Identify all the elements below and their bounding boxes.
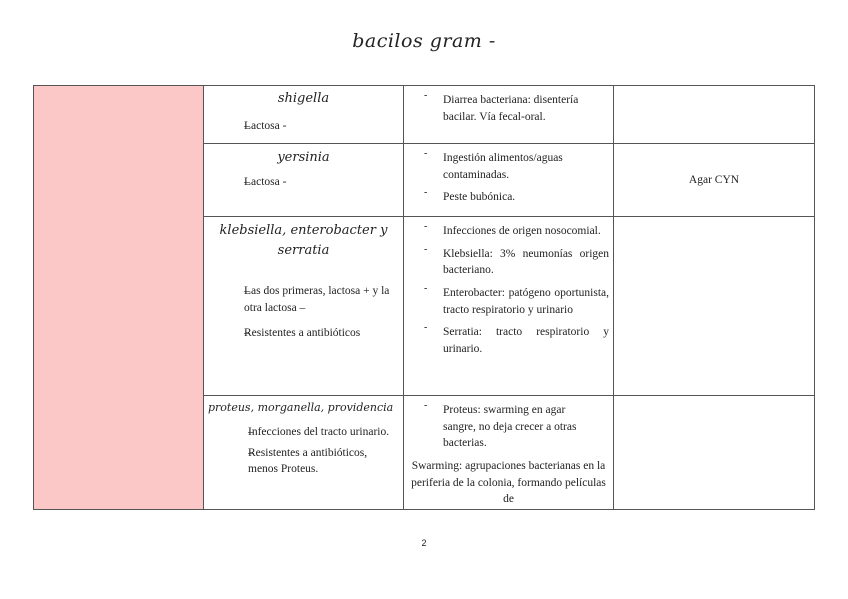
list-item: – Lactosa - [244,174,403,191]
culture-cell [614,396,815,510]
culture-medium: Agar CYN [688,174,740,186]
table-row [34,86,815,144]
notes-list [443,92,607,125]
list-item: – Las dos primeras, lactosa + y la otra lactosa – [244,283,393,316]
notes-cell [404,86,614,144]
highlight-cell [34,86,204,510]
notes-list [443,223,609,358]
list-item: – Resistentes a antibióticos [244,325,393,342]
organism-name: proteus, morganella, providencia [208,401,394,414]
notes-cell [404,217,614,396]
list-item: - Proteus: swarming en agar sangre, no deja crecer a otras bacterias. [443,402,597,452]
list-item: - Klebsiella: 3% neumonías origen bacteriano. [443,246,609,279]
notes-cell [404,144,614,217]
page-number: 2 [421,538,427,548]
list-item: - Peste bubónica. [443,189,607,206]
list-item: - Diarrea bacteriana: disentería bacilar. Vía fecal-oral. [443,92,607,125]
trait-list [204,118,403,135]
organism-name: klebsiella, enterobacter y serratia [219,223,388,259]
culture-cell [614,144,815,217]
notes-list [443,150,607,206]
organism-name: shigella [277,91,330,106]
notes-cell [404,396,614,510]
list-item: – Infecciones del tracto urinario. [248,424,393,441]
organism-cell [204,396,404,510]
bacteria-table [33,85,815,510]
organism-cell [204,86,404,144]
culture-cell [614,217,815,396]
trait-list [204,424,403,478]
swarming-definition: Swarming: agrupaciones bacterianas en la periferia de la colonia, formando películas de [411,460,606,506]
list-item: - Enterobacter: patógeno oportunista, tracto respiratorio y urinario [443,285,609,318]
organism-name: yersinia [277,150,330,165]
organism-cell [204,144,404,217]
trait-list [204,174,403,191]
list-item: - Serratia: tracto respiratorio y urinario. [443,324,609,357]
list-item: – Lactosa - [244,118,403,135]
organism-cell [204,217,404,396]
notes-list [443,402,597,452]
culture-cell [614,86,815,144]
list-item: - Ingestión alimentos/aguas contaminadas. [443,150,607,183]
trait-list [204,283,403,341]
list-item: – Resistentes a antibióticos, menos Proteus. [248,445,393,478]
list-item: - Infecciones de origen nosocomial. [443,223,609,240]
page-title: bacilos gram - [352,30,496,52]
